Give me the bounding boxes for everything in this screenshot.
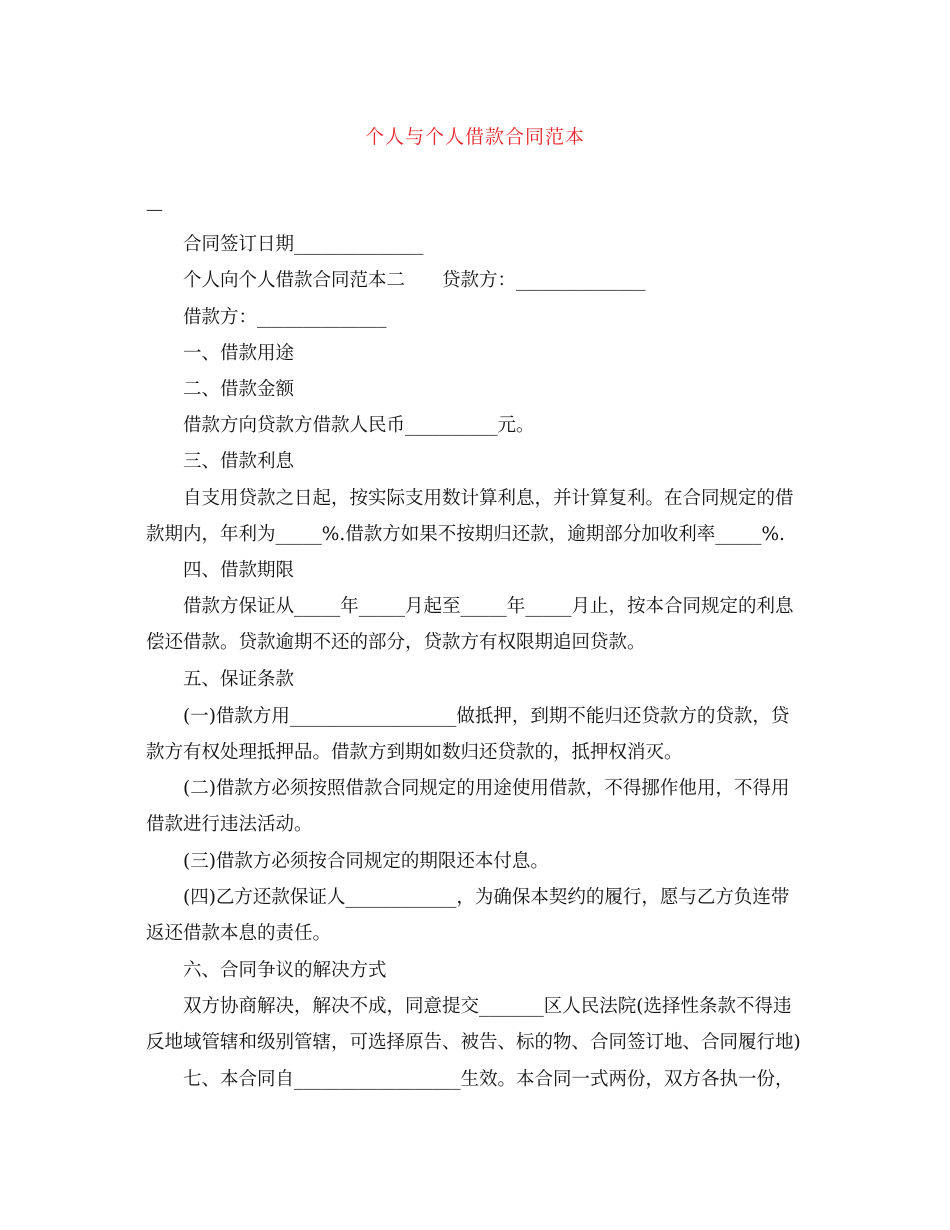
term-paragraph-line-2: 偿还借款。贷款逾期不还的部分，贷款方有权限期追回贷款。 (146, 632, 646, 653)
guarantee-clause-2-line-2: 借款进行违法活动。 (146, 814, 313, 835)
borrower-line: 借款方：______________ (183, 307, 387, 328)
amount-line: 借款方向贷款方借款人民币__________元。 (183, 415, 535, 436)
dispute-paragraph-line-1: 双方协商解决，解决不成，同意提交_______区人民法院(选择性条款不得违 (183, 996, 792, 1017)
document-title: 个人与个人借款合同范本 (364, 126, 585, 148)
interest-paragraph-line-2: 款期内，年利为_____%.借款方如果不按期归还款，逾期部分加收利率_____%. (146, 524, 785, 545)
contract-date-line: 合同签订日期______________ (183, 234, 424, 255)
section-heading-purpose: 一、借款用途 (183, 343, 295, 364)
guarantee-clause-4-line-1: (四)乙方还款保证人____________，为确保本契约的履行，愿与乙方负连带 (183, 887, 790, 908)
section-heading-dispute: 六、合同争议的解决方式 (183, 960, 387, 981)
guarantee-clause-1-line-2: 款方有权处理抵押品。借款方到期如数归还贷款的，抵押权消灭。 (146, 742, 683, 763)
lender-line: 个人向个人借款合同范本二 贷款方：______________ (183, 270, 646, 291)
term-paragraph-line-1: 借款方保证从_____年_____月起至_____年_____月止，按本合同规定的利息 (183, 596, 794, 617)
section-heading-guarantee: 五、保证条款 (183, 669, 295, 690)
guarantee-clause-1-line-1: (一)借款方用__________________做抵押，到期不能归还贷款方的贷款，贷 (183, 706, 790, 727)
section-heading-term: 四、借款期限 (183, 560, 295, 581)
guarantee-clause-4-line-2: 返还借款本息的责任。 (146, 923, 332, 944)
section-heading-amount: 二、借款金额 (183, 379, 295, 400)
interest-paragraph-line-1: 自支用贷款之日起，按实际支用数计算利息，并计算复利。在合同规定的借 (183, 488, 794, 509)
guarantee-clause-2-line-1: (二)借款方必须按照借款合同规定的用途使用借款，不得挪作他用，不得用 (183, 778, 790, 799)
dispute-paragraph-line-2: 反地域管辖和级别管辖，可选择原告、被告、标的物、合同签订地、合同履行地) (146, 1032, 801, 1053)
section-seven-effective-line: 七、本合同自__________________生效。本合同一式两份，双方各执一份， (183, 1069, 794, 1090)
separator-dash: — (146, 200, 163, 220)
guarantee-clause-3: (三)借款方必须按合同规定的期限还本付息。 (183, 851, 549, 872)
section-heading-interest: 三、借款利息 (183, 451, 295, 472)
